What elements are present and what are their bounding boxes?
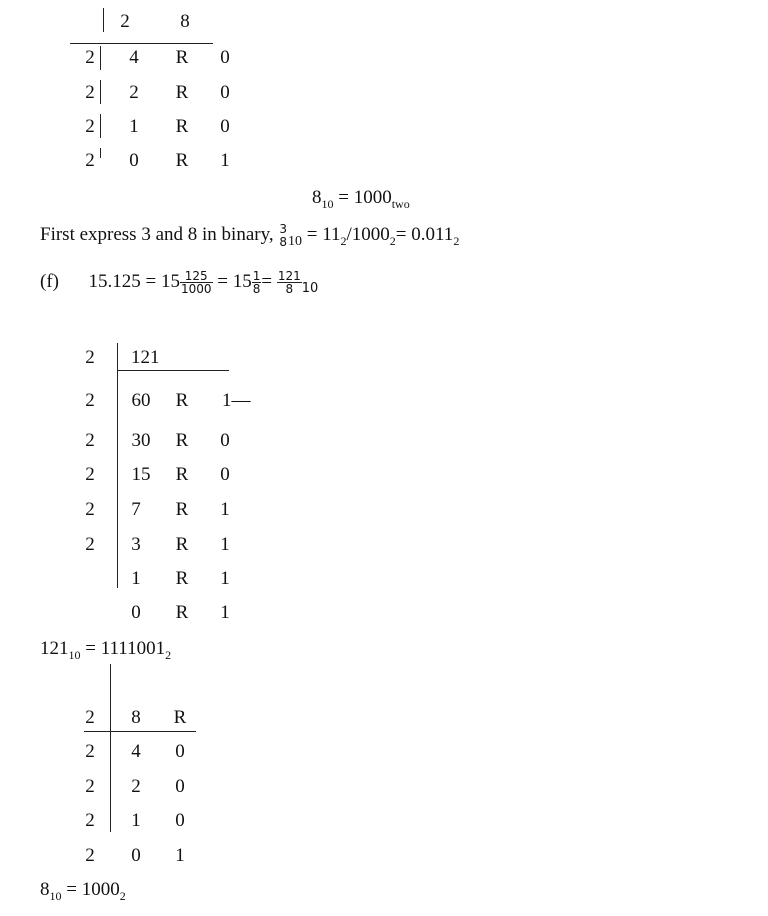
eq1-base: 8 bbox=[312, 187, 322, 208]
table3-divisor: 2 bbox=[85, 741, 95, 762]
fraction-denominator: 8 bbox=[285, 282, 294, 297]
eq1-base-subscript: 10 bbox=[321, 196, 334, 211]
eq1-result: 1000 bbox=[353, 187, 392, 208]
eq2-base: 121 bbox=[40, 638, 69, 659]
table3-quotient: 8 bbox=[131, 707, 141, 728]
table2-remainder-label: R bbox=[175, 602, 189, 623]
express-subscript-a: 2 bbox=[340, 233, 347, 248]
table2-remainder-bit: 1 bbox=[220, 534, 230, 555]
table1-remainder-label: R bbox=[175, 47, 189, 68]
fraction-3-over-8 bbox=[278, 223, 288, 248]
table2-divisor: 2 bbox=[85, 499, 95, 520]
fraction-denominator: 8 bbox=[252, 282, 261, 297]
table1-quotient: 4 bbox=[129, 47, 139, 68]
table2-quotient: 3 bbox=[131, 534, 141, 555]
table2-remainder-bit: 0 bbox=[220, 430, 230, 451]
table1-remainder-label: R bbox=[175, 150, 189, 171]
eq3-equals: = bbox=[66, 879, 77, 900]
express-result-c: = 0.011 bbox=[395, 224, 454, 245]
fraction-numerator: 125 bbox=[180, 270, 213, 284]
part-f-line bbox=[40, 264, 318, 300]
table2-remainder-bit: 1— bbox=[222, 390, 251, 411]
part-f-lhs: 15.125 = 15 bbox=[88, 271, 180, 292]
table3-quotient: 1 bbox=[131, 810, 141, 831]
table1-remainder-bit: 0 bbox=[220, 82, 230, 103]
express-subscript: 10 bbox=[288, 233, 302, 249]
table1-remainder-bit: 1 bbox=[220, 150, 230, 171]
table3-remainder: 0 bbox=[175, 810, 185, 831]
table2-header-divisor: 2 bbox=[85, 347, 95, 368]
eq2-base-subscript: 10 bbox=[68, 647, 81, 662]
eq3-result: 1000 bbox=[81, 879, 120, 900]
table1-remainder-label: R bbox=[175, 116, 189, 137]
eq2-result-subscript: 2 bbox=[165, 647, 172, 662]
table3-remainder: R bbox=[173, 707, 187, 728]
table3-divisor: 2 bbox=[85, 707, 95, 728]
table2-remainder-label: R bbox=[175, 464, 189, 485]
table3-remainder: 0 bbox=[175, 741, 185, 762]
table1-quotient: 1 bbox=[129, 116, 139, 137]
table2-divisor: 2 bbox=[85, 464, 95, 485]
eq3-base: 8 bbox=[40, 879, 50, 900]
table1-divisor: 2 bbox=[85, 82, 95, 103]
eq3-base-subscript: 10 bbox=[49, 888, 62, 903]
eq1-result-subscript: two bbox=[391, 196, 410, 211]
table2-remainder-label: R bbox=[175, 534, 189, 555]
equation-8-decimal-to-binary bbox=[312, 187, 410, 211]
table1-remainder-bit: 0 bbox=[220, 116, 230, 137]
table1-divisor: 2 bbox=[85, 150, 95, 171]
eq2-equals: = bbox=[85, 638, 96, 659]
table2-divisor: 2 bbox=[85, 534, 95, 555]
eq3-result-subscript: 2 bbox=[119, 888, 126, 903]
table2-quotient: 7 bbox=[131, 499, 141, 520]
table3-vertical-rule bbox=[110, 664, 111, 832]
fraction-denominator: 1000 bbox=[180, 282, 212, 297]
table2-divisor: 2 bbox=[85, 430, 95, 451]
table1-remainder-bit: 0 bbox=[220, 47, 230, 68]
table3-remainder: 1 bbox=[175, 845, 185, 866]
table2-remainder-label: R bbox=[175, 430, 189, 451]
fraction-1-over-8 bbox=[252, 270, 262, 296]
table2-remainder-label: R bbox=[175, 499, 189, 520]
table2-remainder-label: R bbox=[175, 568, 189, 589]
express-line bbox=[40, 218, 459, 252]
table2-vertical-rule bbox=[117, 343, 118, 588]
table3-horizontal-rule bbox=[84, 731, 196, 732]
express-result-a: = 11 bbox=[306, 224, 341, 245]
express-result-b: /1000 bbox=[346, 224, 390, 245]
table1-quotient: 0 bbox=[129, 150, 139, 171]
table2-quotient: 60 bbox=[131, 390, 151, 411]
table1-horizontal-rule bbox=[70, 43, 213, 44]
eq2-result: 1111001 bbox=[100, 638, 166, 659]
table2-header-dividend: 121 bbox=[131, 347, 160, 368]
table1-row-rule bbox=[100, 148, 101, 158]
table2-horizontal-rule bbox=[117, 370, 229, 371]
table3-divisor: 2 bbox=[85, 776, 95, 797]
eq1-equals: = bbox=[338, 187, 349, 208]
table1-vertical-rule bbox=[103, 8, 104, 32]
express-text: First express 3 and 8 in binary, bbox=[40, 224, 274, 245]
part-f-equals-2: = 15 bbox=[217, 271, 252, 292]
table1-header-cell: 8 bbox=[180, 11, 190, 32]
table3-quotient: 2 bbox=[131, 776, 141, 797]
table2-quotient: 30 bbox=[131, 430, 151, 451]
table1-divisor: 2 bbox=[85, 116, 95, 137]
table2-remainder-bit: 0 bbox=[220, 464, 230, 485]
equation-8-decimal-to-binary-final bbox=[40, 879, 126, 903]
table1-remainder-label: R bbox=[175, 82, 189, 103]
part-f-equals-3: = bbox=[261, 271, 273, 292]
table3-quotient: 4 bbox=[131, 741, 141, 762]
table1-quotient: 2 bbox=[129, 82, 139, 103]
express-subscript-c: 2 bbox=[453, 233, 460, 248]
express-subscript-b: 2 bbox=[389, 233, 396, 248]
table2-remainder-label: R bbox=[175, 390, 189, 411]
table2-remainder-bit: 1 bbox=[220, 568, 230, 589]
fraction-denominator: 8 bbox=[279, 234, 287, 249]
table1-header-cell: 2 bbox=[120, 11, 130, 32]
table2-remainder-bit: 1 bbox=[220, 499, 230, 520]
part-f-subscript: 10 bbox=[301, 280, 319, 296]
table3-divisor: 2 bbox=[85, 810, 95, 831]
table2-quotient: 0 bbox=[131, 602, 141, 623]
table2-divisor: 2 bbox=[85, 390, 95, 411]
fraction-numerator: 3 bbox=[279, 222, 287, 237]
table2-quotient: 15 bbox=[131, 464, 151, 485]
table3-quotient: 0 bbox=[131, 845, 141, 866]
table1-row-rule bbox=[100, 114, 101, 138]
table1-row-rule bbox=[100, 80, 101, 104]
table2-quotient: 1 bbox=[131, 568, 141, 589]
fraction-125-over-1000 bbox=[180, 270, 213, 296]
table3-remainder: 0 bbox=[175, 776, 185, 797]
table3-divisor: 2 bbox=[85, 845, 95, 866]
table1-row-rule bbox=[100, 46, 101, 70]
table2-remainder-bit: 1 bbox=[220, 602, 230, 623]
fraction-numerator: 121 bbox=[277, 268, 301, 283]
part-f-label: (f) bbox=[40, 271, 59, 292]
equation-121-decimal-to-binary bbox=[40, 638, 172, 662]
fraction-numerator: 1 bbox=[252, 268, 261, 283]
table1-divisor: 2 bbox=[85, 47, 95, 68]
fraction-121-over-8 bbox=[277, 270, 302, 296]
